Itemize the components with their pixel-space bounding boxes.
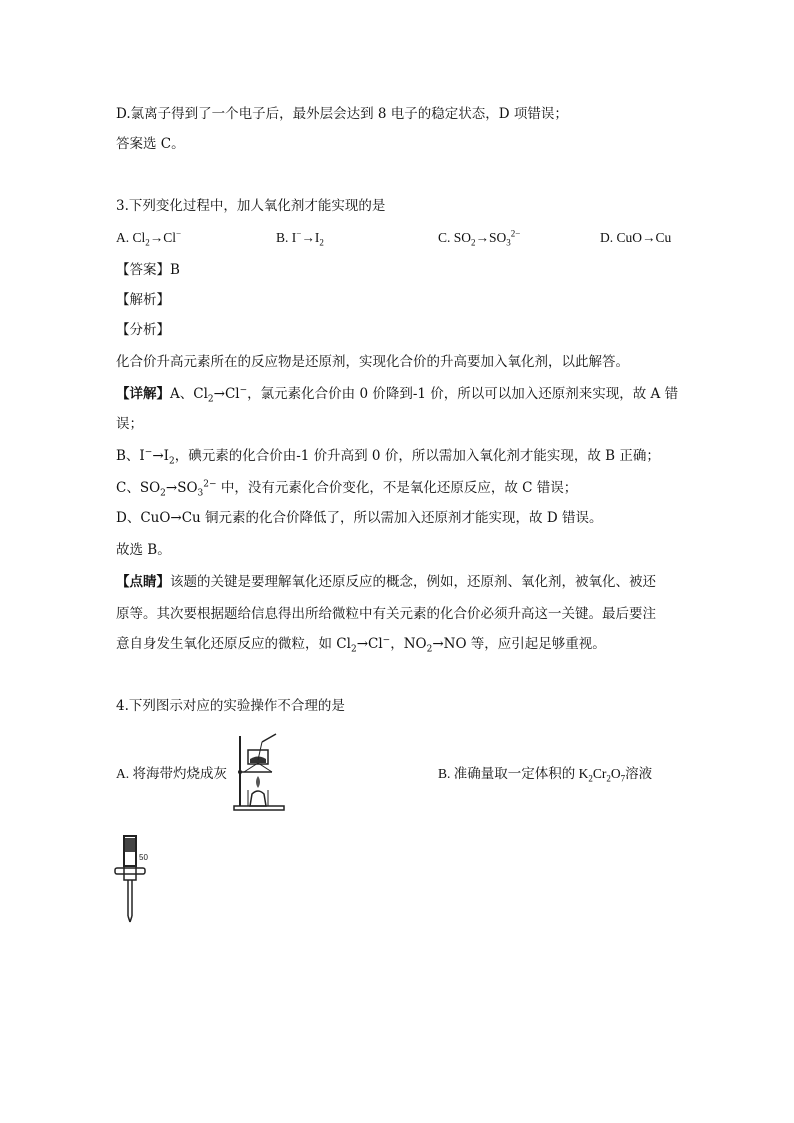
burette-scale-mark: 50 — [139, 853, 148, 862]
q3-stem: 3.下列变化过程中，加人氧化剂才能实现的是 — [116, 198, 386, 214]
q3-point-line-1: 【点睛】该题的关键是要理解氧化还原反应的概念，例如，还原剂、氧化剂，被氧化、被还 — [116, 574, 656, 590]
q4-option-a: A. 将海带灼烧成灰 — [116, 766, 227, 781]
q3-detail-d: D、CuO→Cu 铜元素的化合价降低了，所以需加入还原剂才能实现，故 D 错误。 — [116, 510, 603, 526]
q3-analysis-label: 【解析】 — [116, 292, 170, 308]
q3-fenxi-text: 化合价升高元素所在的反应物是还原剂，实现化合价的升高要加入氧化剂，以此解答。 — [116, 354, 629, 370]
q3-fenxi-label: 【分析】 — [116, 322, 170, 338]
q3-detail-a: 【详解】A、$Cl_2\to Cl^-$，氯元素化合价由 0 价降到-1 价，所以可以加入还原剂来实现，故 A 错 — [116, 385, 679, 405]
prev-option-d-explanation: D.氯离子得到了一个电子后，最外层会达到 8 电子的稳定状态，D 项错误； — [116, 106, 568, 122]
q3-point-line-2: 原等。其次要根据题给信息得出所给微粒中有关元素的化合价必须升高这一关键。最后要注 — [116, 606, 656, 622]
burette-figure — [110, 834, 156, 926]
prev-answer-line: 答案选 C。 — [116, 136, 185, 152]
q3-option-b: B. $I^-\to I_2$ — [276, 228, 324, 248]
q4-stem: 4.下列图示对应的实验操作不合理的是 — [116, 698, 345, 714]
q3-answer: 【答案】B — [116, 262, 180, 278]
q3-option-a: A. $Cl_2\to Cl^-$ — [116, 228, 182, 248]
q3-option-c: C. $SO_2\to SO_3^{2-}$ — [438, 228, 521, 248]
q4-option-b: B. 准确量取一定体积的 $K_2Cr_2O_7$溶液 — [438, 766, 653, 784]
q3-point-line-3: 意自身发生氧化还原反应的微粒，如 $Cl_2\to Cl^-$，$NO_2\to NO$ 等，应引起足够重视。 — [116, 635, 606, 655]
crucible-burning-apparatus-figure — [228, 732, 286, 812]
q3-detail-c: C、$SO_2\to SO_3^{2-}$ 中，没有元素化合价变化，不是氧化还原反应，故 C 错误； — [116, 479, 578, 499]
q3-option-d: D. CuO→Cu — [600, 230, 672, 245]
q3-detail-b: B、$I^-\to I_2$，碘元素的化合价由-1 价升高到 0 价，所以需加入氧化剂才能实现，故 B 正确； — [116, 447, 660, 467]
q3-detail-a-cont: 误； — [116, 416, 143, 432]
q3-conclusion: 故选 B。 — [116, 542, 171, 558]
